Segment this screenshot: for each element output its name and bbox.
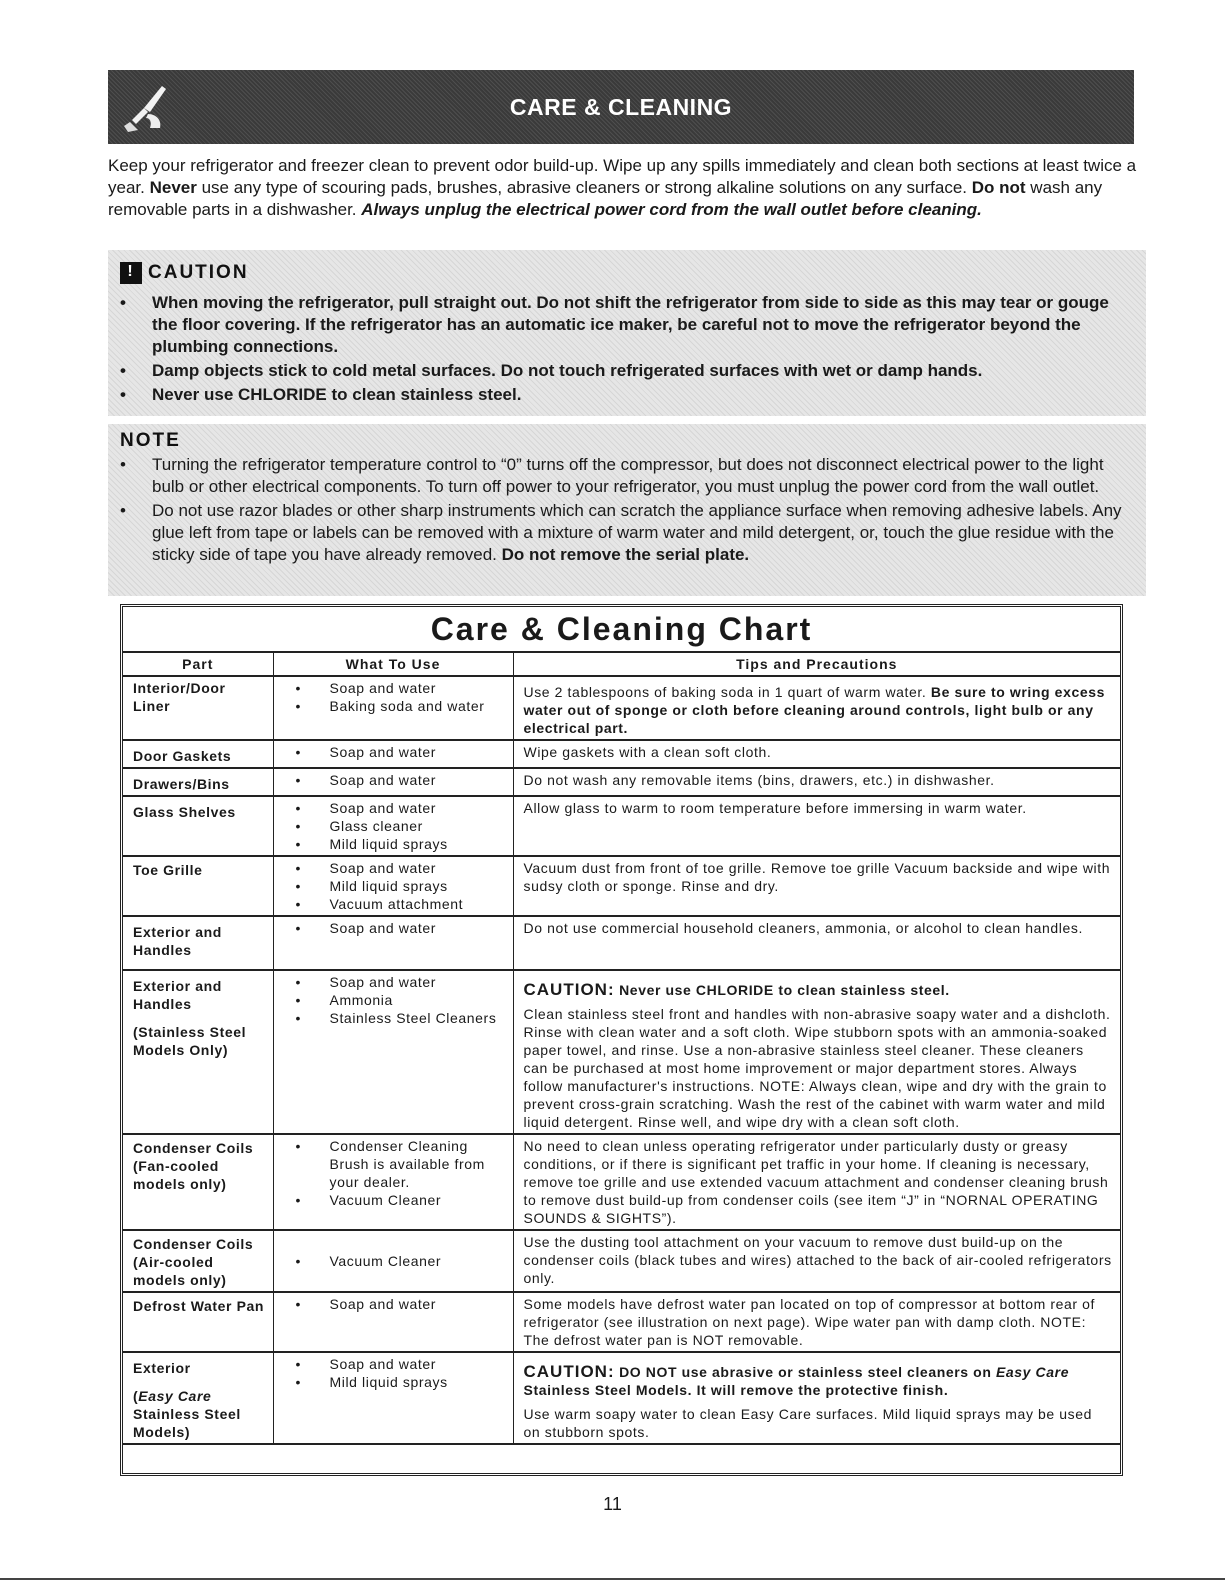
tip-caution: [524, 981, 1113, 999]
section-banner: [108, 70, 1134, 144]
use-item: • Soap and water: [330, 799, 505, 817]
use-cell: [273, 676, 513, 740]
caution-item: • Damp objects stick to cold metal surfaces. Do not touch refrigerated surfaces with wet or damp hands.: [116, 360, 1136, 382]
tip-text: Use 2 tablespoons of baking soda in 1 quart of warm water.: [523, 684, 931, 700]
intro-text-1: Keep your refrigerator and freezer clean to prevent odor build-up. Wipe up any spills immediately and clean both sections at least twice a year.: [108, 156, 1137, 197]
tip-cell: Allow glass to warm to room temperature before immersing in warm water.: [513, 796, 1120, 856]
use-item: • Mild liquid sprays: [330, 877, 505, 895]
tip-cell: Wipe gaskets with a clean soft cloth.: [513, 740, 1120, 768]
use-item: • Ammonia: [330, 991, 505, 1009]
part-subtitle-open: (: [133, 1388, 139, 1404]
tip-cell: [513, 676, 1120, 740]
use-cell: [273, 1230, 513, 1292]
caution-word: CAUTION:: [523, 1362, 615, 1381]
use-item: • Soap and water: [330, 771, 505, 789]
intro-paragraph: [108, 155, 1138, 221]
use-item: • Soap and water: [330, 743, 505, 761]
table-row: [123, 916, 1120, 970]
part-subtitle: (Stainless Steel Models Only): [133, 1024, 247, 1058]
caution-item: • When moving the refrigerator, pull straight out. Do not shift the refrigerator from side to side as this may tear or gouge the floor covering. If the refrigerator has an automatic ice maker, be careful not to move the refrigerator beyond the plumbing connections.: [116, 292, 1136, 358]
use-item: • Mild liquid sprays: [330, 835, 505, 853]
table-header-row: [123, 652, 1120, 676]
caution-word: CAUTION:: [523, 980, 615, 999]
note-heading: NOTE: [120, 430, 181, 451]
tip-cell: Do not wash any removable items (bins, drawers, etc.) in dishwasher.: [513, 768, 1120, 796]
part-cell: Condenser Coils (Air-cooled models only): [123, 1230, 273, 1292]
part-name: Exterior and Handles: [133, 978, 222, 1012]
column-header-tips: Tips and Precautions: [513, 652, 1120, 676]
caution-box: [108, 250, 1146, 416]
use-item: • Soap and water: [330, 679, 505, 697]
part-cell: Interior/Door Liner: [123, 676, 273, 740]
use-cell: [273, 740, 513, 768]
care-cleaning-chart: [120, 604, 1123, 1476]
part-cell: Exterior and Handles: [123, 916, 273, 970]
caution-heading-text: CAUTION: [148, 262, 249, 283]
tip-cell: Do not use commercial household cleaners, ammonia, or alcohol to clean handles.: [513, 916, 1120, 970]
part-cell: [123, 970, 273, 1134]
banner-title: CARE & CLEANING: [509, 93, 733, 120]
part-cell: Drawers/Bins: [123, 768, 273, 796]
table-row: [123, 796, 1120, 856]
caution-text: DO NOT use abrasive or stainless steel cleaners on: [614, 1364, 996, 1380]
table-row: [123, 970, 1120, 1134]
use-cell: [273, 1134, 513, 1230]
use-item: • Soap and water: [330, 1295, 505, 1313]
intro-do-not: Do not: [971, 178, 1026, 197]
use-item: • Condenser Cleaning Brush is available from your dealer.: [330, 1137, 505, 1191]
page-number: 11: [603, 1494, 622, 1514]
note-item-bold: Do not remove the serial plate.: [501, 545, 750, 564]
use-item: • Soap and water: [330, 919, 505, 937]
note-list: [116, 454, 1136, 566]
tip-text: Use warm soapy water to clean Easy Care surfaces. Mild liquid sprays may be used on stubborn spots.: [523, 1406, 1093, 1440]
caution-list: [116, 292, 1136, 406]
part-cell: Door Gaskets: [123, 740, 273, 768]
use-item: • Soap and water: [330, 973, 505, 991]
table-row: [123, 1352, 1120, 1444]
tip-text: Clean stainless steel front and handles with non-abrasive soapy water and a dishcloth. Rinse with clean water and a soft cloth. Wipe stubborn spots with an ammonia-soaked paper towel, and rinse. Use a non-abrasive stainless steel cleaner. These cleaners can be purchased at most home improvement or major department stores. Always follow manufacturer's instructions. NOTE: Always clean, wipe and dry with the grain to prevent cross-grain scratching. Wash the rest of the cabinet with warm water and mild liquid detergent. Rinse well, and wipe dry with a clean soft cloth.: [523, 1006, 1111, 1130]
note-box: [108, 424, 1146, 596]
part-cell: [123, 1352, 273, 1444]
part-name: Exterior: [133, 1360, 191, 1376]
tip-cell: [513, 970, 1120, 1134]
intro-never: Never: [149, 178, 197, 197]
note-item: • Turning the refrigerator temperature control to “0” turns off the compressor, but does not disconnect electrical power to the light bulb or other electrical components. To turn off power to your refrigerator, you must unplug the power cord from the wall outlet.: [116, 454, 1136, 498]
note-item-text: Do not use razor blades or other sharp instruments which can scratch the appliance surface when removing adhesive labels. Any glue left from tape or labels can be removed with a mixture of warm water and mild detergent, or, touch the glue residue with the sticky side of tape you have already removed.: [152, 501, 1122, 564]
table-row: [123, 1292, 1120, 1352]
use-item: • Glass cleaner: [330, 817, 505, 835]
tip-cell: Vacuum dust from front of toe grille. Remove toe grille Vacuum backside and wipe with sudsy cloth or sponge. Rinse and dry.: [513, 856, 1120, 916]
table-row: [123, 676, 1120, 740]
column-header-part: Part: [123, 652, 273, 676]
use-item: • Soap and water: [330, 859, 505, 877]
use-item: • Soap and water: [330, 1355, 505, 1373]
tip-cell: Use the dusting tool attachment on your vacuum to remove dust build-up on the condenser coils (black tubes and wires) attached to the back of air-cooled refrigerators only.: [513, 1230, 1120, 1292]
table-row: [123, 856, 1120, 916]
care-table: [123, 651, 1120, 1445]
use-cell: [273, 1352, 513, 1444]
use-cell: [273, 796, 513, 856]
part-subtitle: [133, 1387, 265, 1441]
column-header-use: What To Use: [273, 652, 513, 676]
part-cell: Defrost Water Pan: [123, 1292, 273, 1352]
caution-text: Never use CHLORIDE to clean stainless steel.: [614, 982, 950, 998]
tip-cell: [513, 1352, 1120, 1444]
warning-icon: [120, 262, 142, 284]
use-cell: [273, 1292, 513, 1352]
intro-text-3: wash any removable parts in a dishwasher.: [108, 178, 1103, 219]
part-cell: Glass Shelves: [123, 796, 273, 856]
use-cell: [273, 970, 513, 1134]
use-cell: [273, 916, 513, 970]
caution-item: • Never use CHLORIDE to clean stainless steel.: [116, 384, 1136, 406]
part-cell: Condenser Coils (Fan-cooled models only): [123, 1134, 273, 1230]
part-subtitle-italic: Easy Care: [138, 1388, 212, 1404]
caution-italic: Easy Care: [995, 1364, 1070, 1380]
tip-cell: Some models have defrost water pan located on top of compressor at bottom rear of refrigerator (see illustration on next page). Wipe water pan with damp cloth. NOTE: The defrost water pan is NOT removable.: [513, 1292, 1120, 1352]
use-item: • Vacuum attachment: [330, 895, 505, 913]
use-item: • Mild liquid sprays: [330, 1373, 505, 1391]
table-row: [123, 1230, 1120, 1292]
bottom-rule: [0, 1578, 1225, 1580]
tip-cell: No need to clean unless operating refrigerator under particularly dusty or greasy conditions, or if there is significant pet traffic in your home. If cleaning is necessary, remove toe grille and use extended vacuum attachment and condenser cleaning brush to remove dust build-up from condenser coils (see item “J” in “NORNAL OPERATING SOUNDS & SIGHTS”).: [513, 1134, 1120, 1230]
use-cell: [273, 768, 513, 796]
cleaning-brush-icon: [122, 80, 178, 134]
caution-heading: [120, 262, 249, 284]
use-item: • Vacuum Cleaner: [330, 1191, 505, 1209]
table-row: [123, 768, 1120, 796]
table-row: [123, 1134, 1120, 1230]
use-item: • Baking soda and water: [330, 697, 505, 715]
tip-caution: [524, 1363, 1113, 1399]
chart-title: Care & Cleaning Chart: [430, 611, 813, 647]
intro-unplug-warning: Always unplug the electrical power cord from the wall outlet before cleaning.: [361, 200, 982, 219]
part-cell: Toe Grille: [123, 856, 273, 916]
use-cell: [273, 856, 513, 916]
intro-text-2: use any type of scouring pads, brushes, abrasive cleaners or strong alkaline solutions on any surface.: [196, 178, 972, 197]
tip-bold: Be sure to wring excess water out of sponge or cloth before cleaning around controls, light bulb or any electrical part.: [523, 684, 1105, 736]
note-item: [116, 500, 1136, 566]
caution-text-2: Stainless Steel Models. It will remove the protective finish.: [523, 1382, 949, 1398]
table-row: [123, 740, 1120, 768]
part-subtitle-rest: Stainless Steel Models): [133, 1406, 241, 1440]
use-item: • Vacuum Cleaner: [330, 1252, 505, 1270]
use-item: • Stainless Steel Cleaners: [330, 1009, 505, 1027]
